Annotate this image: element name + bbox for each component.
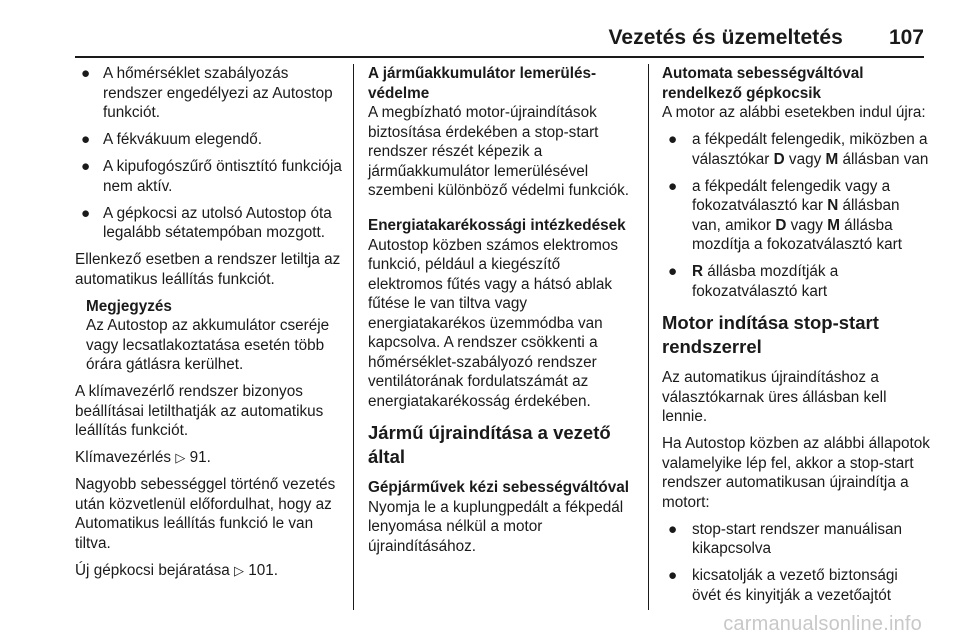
column-3: [662, 64, 930, 613]
list-item: ● A fékvákuum elegendő.: [81, 131, 263, 148]
page-reference-link[interactable]: 91.: [189, 449, 211, 466]
page-reference-icon: ▷: [175, 450, 186, 465]
list-item: ● A hőmérséklet szabályozás rendszer engedélyezi az Autostop funkciót.: [81, 65, 333, 121]
paragraph: Nyomja le a kuplungpedált a fékpedál lenyomása nélkül a motor újraindításához.: [368, 498, 624, 555]
bullet-icon: ●: [81, 65, 91, 82]
subheading: Gépjárművek kézi sebességváltóval: [368, 479, 630, 496]
list-item: ● a fékpedált felengedik vagy a fokozatválasztó kar N állásban van, amikor D vagy M állásba mozdítja a fokozatválasztó kart: [668, 177, 903, 253]
paragraph: A megbízható motor-újraindítások biztosítása érdekében a stop-start rendszer részét képezik a járműakkumulátor lemerülésével szembeni különböző védelmi funkciók.: [368, 104, 630, 199]
bullet-icon: ●: [81, 131, 91, 148]
paragraph: Ha Autostop közben az alábbi állapotok valamelyike lép fel, akkor a stop-start rendszer automatikusan újraindítja a motort:: [662, 435, 930, 511]
list-item: ● stop-start rendszer manuálisan kikapcsolva: [668, 520, 903, 557]
restart-condition-list: [662, 130, 930, 301]
column-1: [75, 64, 343, 588]
column-divider: [648, 64, 649, 610]
page-reference-link[interactable]: 101.: [248, 561, 279, 579]
note-text: Az Autostop az akkumulátor cseréje vagy lecsatlakoztatása esetén több órára gátlásra kerülhet.: [86, 317, 330, 373]
list-item: ● A kipufogószűrő öntisztító funkciója nem aktív.: [81, 158, 342, 195]
paragraph: A klímavezérlő rendszer bizonyos beállításai letilthatják az automatikus leállítás funkciót.: [75, 383, 324, 439]
list-item: ● a fékpedált felengedik, miközben a választókar D vagy M állásban van: [668, 131, 929, 168]
section-heading: Jármű újraindítása a vezető által: [368, 422, 611, 467]
header-rule: [75, 56, 924, 58]
page-reference-icon: ▷: [234, 562, 245, 578]
list-item: ● A gépkocsi az utolsó Autostop óta legalább sétatempóban mozgott.: [81, 204, 332, 241]
subheading: Energiatakarékossági intézkedések: [368, 217, 626, 234]
note-heading: Megjegyzés: [86, 297, 172, 315]
bullet-icon: ●: [668, 131, 678, 148]
list-item: ● R állásba mozdítják a fokozatválasztó kart: [668, 263, 839, 300]
section-heading: Motor indítása stop-start rendszerrel: [662, 312, 879, 357]
column-divider: [353, 64, 354, 610]
paragraph: Klímavezérlés ▷ 91.: [75, 449, 211, 466]
bullet-icon: ●: [668, 177, 678, 195]
auto-restart-list: [662, 520, 930, 606]
paragraph: Új gépkocsi bejáratása ▷ 101.: [75, 561, 279, 579]
bullet-icon: ●: [668, 520, 678, 538]
bullet-icon: ●: [668, 263, 678, 280]
page-header: [608, 26, 924, 56]
bullet-icon: ●: [81, 158, 91, 175]
note-box: [75, 297, 343, 375]
paragraph: Autostop közben számos elektromos funkció, például a kiegészítő elektromos fűtés vagy a hátsó ablak fűtése le van tiltva vagy energiatakarékos üzemmódba van kapcsolva. A rendszer csökkenti a hőmérséklet-szabályozó rendszer ventilátorának fordulatszámát az energiatakarékosság érdekében.: [368, 236, 618, 410]
paragraph: Ellenkező esetben a rendszer letiltja az automatikus leállítás funkciót.: [75, 251, 341, 288]
page-number: 107: [888, 26, 924, 49]
condition-list: [75, 64, 343, 243]
bullet-icon: ●: [668, 567, 678, 584]
watermark: carmanualsonline.info: [723, 613, 922, 635]
subheading: Automata sebességváltóval rendelkező gépkocsik: [662, 65, 864, 102]
chapter-title: Vezetés és üzemeltetés: [608, 26, 843, 49]
bullet-icon: ●: [81, 204, 91, 222]
paragraph: A motor az alábbi esetekben indul újra:: [662, 104, 926, 121]
paragraph: Az automatikus újraindításhoz a választókarnak üres állásban kell lennie.: [662, 369, 887, 425]
paragraph: Nagyobb sebességgel történő vezetés után közvetlenül előfordulhat, hogy az Automatikus leállítás funkció le van tiltva.: [75, 476, 336, 552]
subheading: A járműakkumulátor lemerülés-védelme: [368, 65, 597, 102]
list-item: ● kicsatolják a vezető biztonsági övét és kinyitják a vezetőajtót: [668, 567, 898, 604]
column-2: [368, 64, 636, 564]
